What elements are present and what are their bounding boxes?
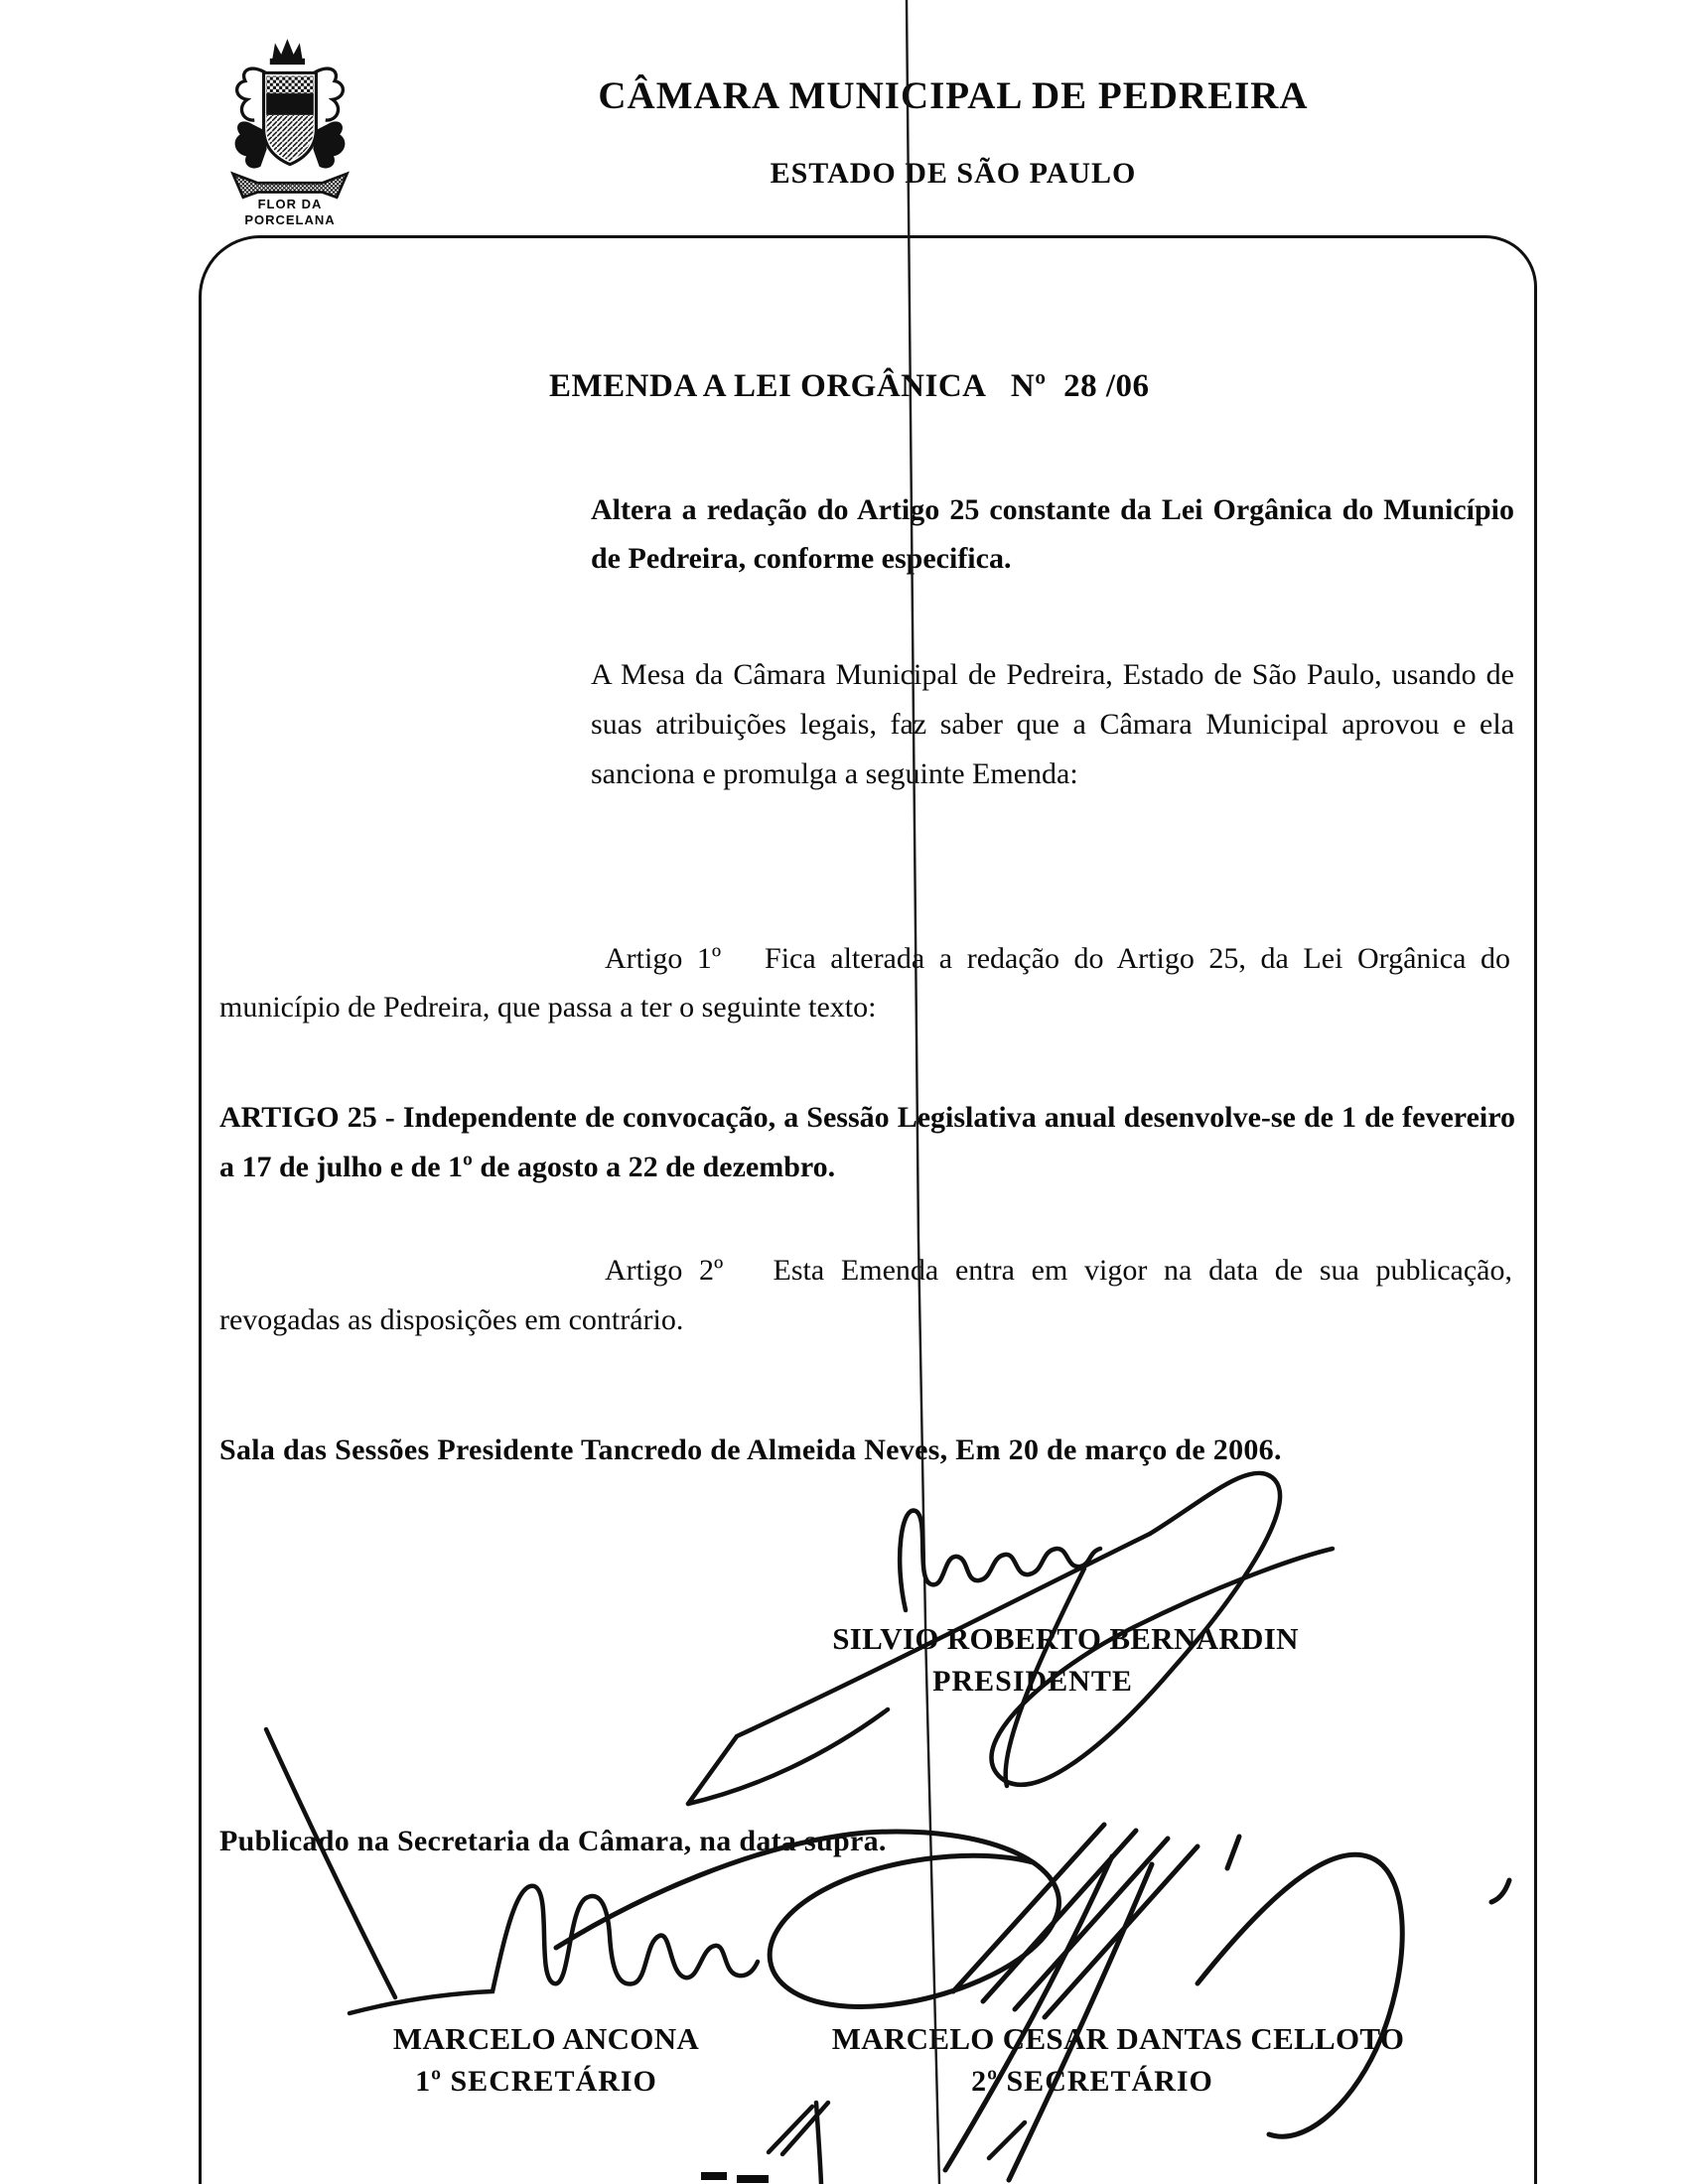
coat-of-arms-icon [220, 34, 359, 205]
document-title: EMENDA A LEI ORGÂNICA Nº 28 /06 [549, 368, 1150, 404]
preamble-paragraph: A Mesa da Câmara Municipal de Pedreira, Estado de São Paulo, usando de suas atribuições legais, faz saber que a Câmara Municipal aprovou e ela sanciona e promulga a seguinte Emenda: [591, 658, 1514, 790]
bottom-dash-right [737, 2175, 769, 2183]
signer-name-second-secretary: MARCELO CESAR DANTAS CELLOTO [831, 2021, 1405, 2056]
bottom-dash-left [701, 2172, 727, 2180]
signer-role-president: PRESIDENTE [932, 1665, 1133, 1698]
signer-role-first-secretary: 1º SECRETÁRIO [415, 2065, 657, 2098]
summary-paragraph: Altera a redação do Artigo 25 constante da Lei Orgânica do Município de Pedreira, conforme especifica. [591, 493, 1514, 575]
article-2-paragraph: Artigo 2º Esta Emenda entra em vigor na data de sua publicação, revogadas as disposições em contrário. [219, 1254, 1520, 1336]
state-name: ESTADO DE SÃO PAULO [770, 157, 1137, 190]
article-25-paragraph: ARTIGO 25 - Independente de convocação, a Sessão Legislativa anual desenvolve-se de 1 de fevereiro a 17 de julho e de 1º de agosto a 22 de dezembro. [219, 1101, 1515, 1183]
crest-motto-line2: PORCELANA [244, 212, 336, 227]
organization-name: CÂMARA MUNICIPAL DE PEDREIRA [598, 74, 1309, 117]
signer-name-first-secretary: MARCELO ANCONA [392, 2021, 700, 2056]
article-1-paragraph: Artigo 1º Fica alterada a redação do Artigo 25, da Lei Orgânica do município de Pedreira, que passa a ter o seguinte texto: [219, 942, 1518, 1024]
crest-motto [220, 197, 359, 228]
crest-motto-line1: FLOR DA [257, 197, 323, 211]
place-date-line: Sala das Sessões Presidente Tancredo de Almeida Neves, Em 20 de março de 2006. [219, 1433, 1282, 1466]
signer-name-president: SILVIO ROBERTO BERNARDIN [832, 1621, 1299, 1656]
signer-role-second-secretary: 2º SECRETÁRIO [971, 2065, 1213, 2098]
publication-line: Publicado na Secretaria da Câmara, na data supra. [219, 1825, 887, 1857]
